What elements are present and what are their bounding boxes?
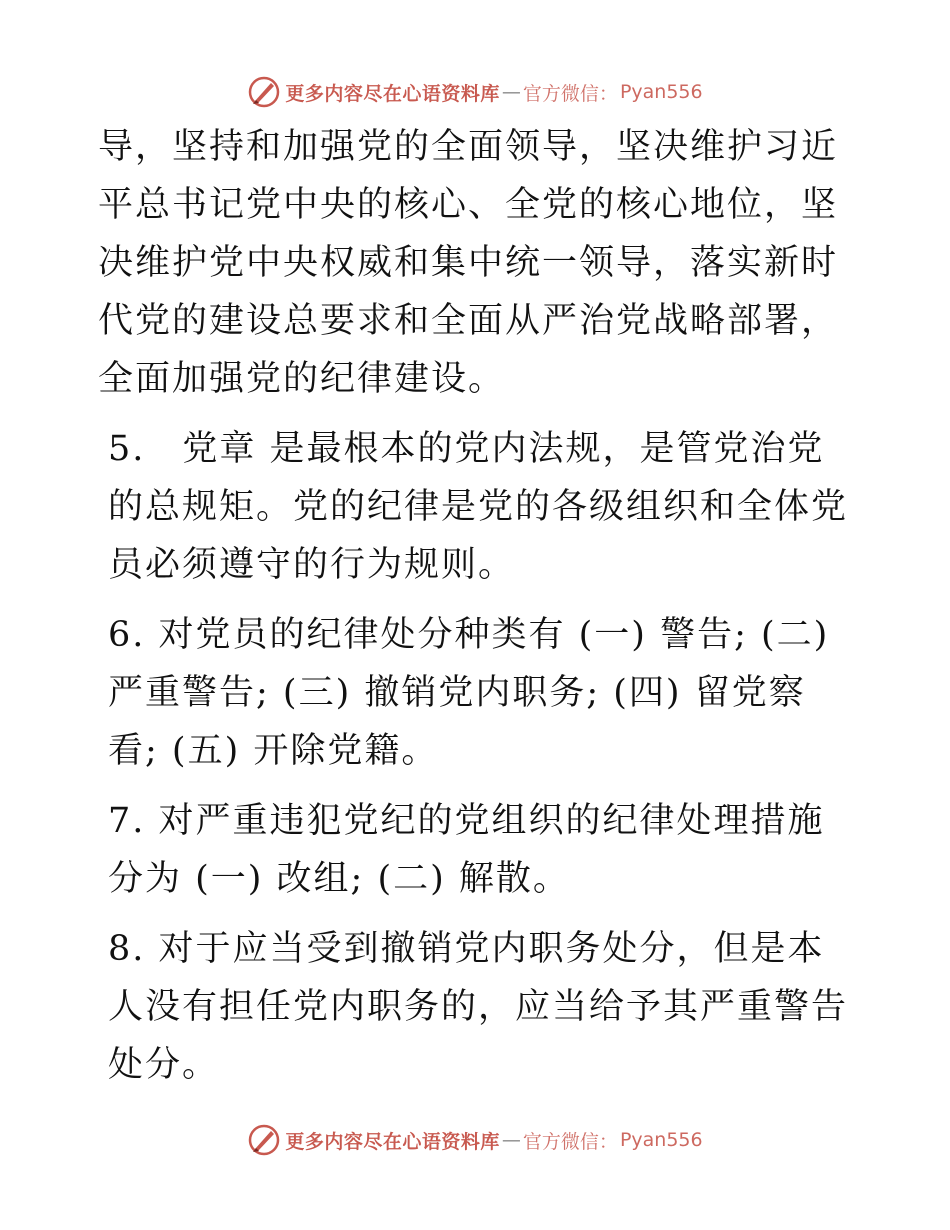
paragraph-item-8: 8. 对于应当受到撤销党内职务处分，但是本人没有担任党内职务的，应当给予其严重警告处分。 <box>108 929 849 1085</box>
header-banner-dash: — <box>501 81 521 103</box>
footer-banner-text: 更多内容尽在心语资料库 <box>285 1130 500 1153</box>
header-wechat-id: Pyan556 <box>619 81 703 103</box>
paragraph-continuation: 导，坚持和加强党的全面领导，坚决维护习近平总书记党中央的核心、全党的核心地位，坚决维护党中央权威和集中统一领导，落实新时代党的建设总要求和全面从严治党战略部署，全面加强党的纪律建设。 <box>98 127 839 399</box>
footer-banner-dash: — <box>501 1129 521 1151</box>
quill-pen-logo-icon <box>247 1123 281 1157</box>
header-banner-text: 更多内容尽在心语资料库 <box>285 82 500 105</box>
footer-wechat-id: Pyan556 <box>619 1129 703 1151</box>
header-wechat-label: 官方微信： <box>522 82 618 105</box>
footer-banner <box>0 1120 950 1160</box>
quill-pen-logo-icon <box>247 75 281 109</box>
header-banner <box>0 72 950 112</box>
document-body <box>98 118 850 1094</box>
footer-wechat-label: 官方微信： <box>522 1130 618 1153</box>
paragraph-item-6: 6. 对党员的纪律处分种类有 (一) 警告; (二) 严重警告; (三) 撤销党内职务; (四) 留党察看; (五) 开除党籍。 <box>108 615 830 771</box>
paragraph-item-7: 7. 对严重违犯党纪的党组织的纪律处理措施分为 (一) 改组; (二) 解散。 <box>108 801 825 899</box>
paragraph-item-5: 5. 党章 是最根本的党内法规，是管党治党的总规矩。党的纪律是党的各级组织和全体党员必须遵守的行为规则。 <box>108 429 849 585</box>
